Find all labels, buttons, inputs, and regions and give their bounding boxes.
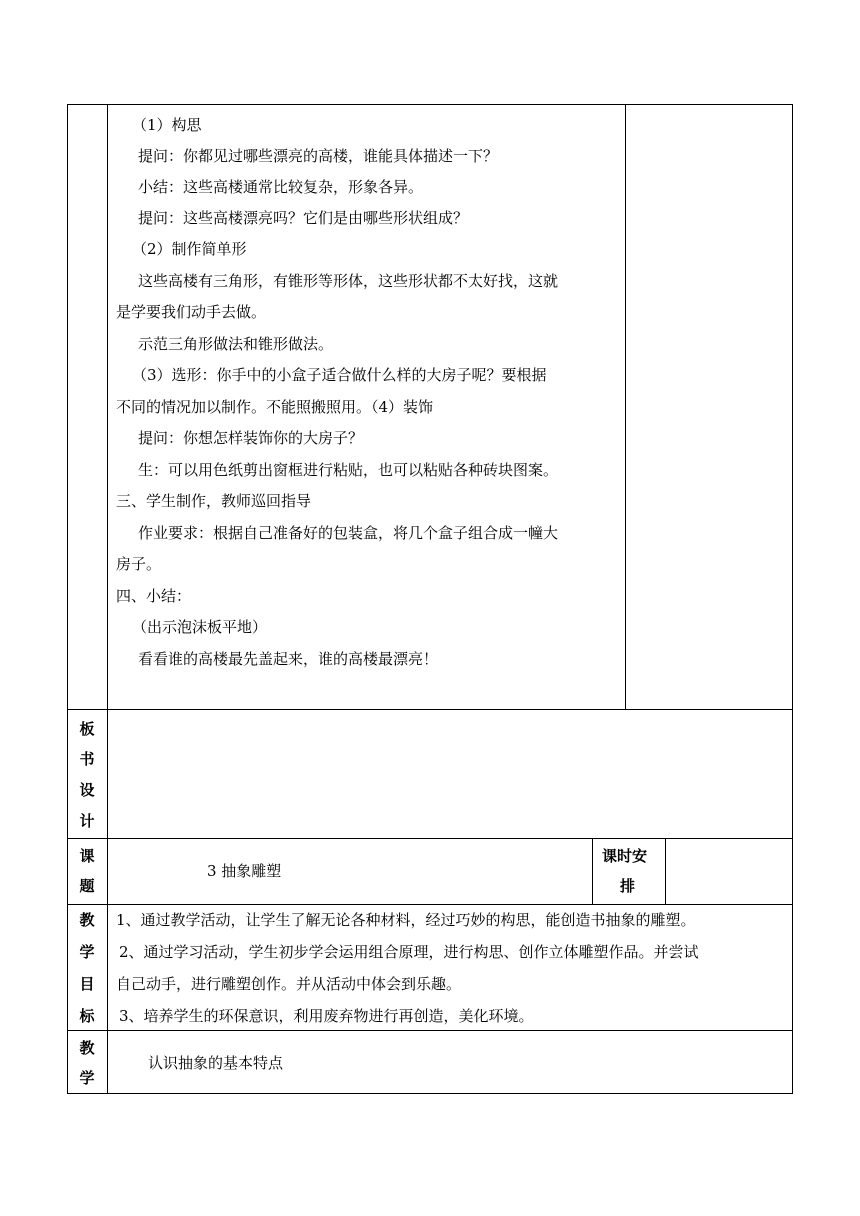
class-hours-label-line: 排 (620, 877, 636, 895)
table-border-top (67, 104, 793, 105)
text-line: （出示泡沫板平地） (132, 618, 268, 636)
row-divider-objectives (67, 904, 793, 905)
text-line: 看看谁的高楼最先盖起来，谁的高楼最漂亮！ (138, 650, 439, 668)
objective-line: 2、通过学习活动，学生初步学会运用组合原理，进行构思、创作立体雕塑作品。并尝试 (119, 943, 699, 961)
class-hours-label-line: 课时安 (602, 847, 648, 865)
objective-line: 3、培养学生的环保意识，利用废弃物进行再创造，美化环境。 (119, 1007, 534, 1025)
text-line: （2）制作简单形 (132, 240, 247, 258)
table-border-right (792, 104, 793, 1094)
label-char: 书 (79, 750, 95, 768)
text-line: 提问：你想怎样装饰你的大房子？ (138, 429, 364, 447)
hours-label-divider-left (592, 838, 593, 905)
text-line: 小结：这些高楼通常比较复杂，形象各异。 (138, 178, 424, 196)
text-line: 提问：你都见过哪些漂亮的高楼，谁能具体描述一下？ (138, 147, 499, 165)
text-line: （1）构思 (132, 116, 202, 134)
label-char: 教 (79, 1039, 95, 1057)
label-char: 板 (79, 720, 95, 738)
label-char: 计 (79, 812, 95, 830)
text-line: 作业要求：根据自己准备好的包装盒，将几个盒子组合成一幢大 (138, 524, 559, 542)
label-char: 标 (79, 1007, 95, 1025)
text-line: 示范三角形做法和锥形做法。 (138, 335, 334, 353)
text-line: 是学要我们动手去做。 (116, 303, 267, 321)
topic-value: 3 抽象雕塑 (207, 862, 282, 880)
text-line: 房子。 (116, 555, 162, 573)
label-char: 学 (79, 1069, 95, 1087)
hours-label-divider-right (665, 838, 666, 905)
label-char: 学 (79, 943, 95, 961)
objective-line: 1、通过教学活动，让学生了解无论各种材料，经过巧妙的构思，能创造书抽象的雕塑。 (116, 911, 696, 929)
text-line: 这些高楼有三角形，有锥形等形体，这些形状都不太好找，这就 (138, 272, 559, 290)
text-line: 生：可以用色纸剪出窗框进行粘贴，也可以粘贴各种砖块图案。 (138, 461, 559, 479)
text-line: 不同的情况加以制作。不能照搬照用。（4）装饰 (116, 398, 434, 416)
notes-column-divider (625, 104, 626, 710)
label-char: 目 (79, 975, 95, 993)
label-char: 教 (79, 911, 95, 929)
label-char: 课 (79, 847, 95, 865)
table-border-left (67, 104, 68, 1094)
key-points-value: 认识抽象的基本特点 (148, 1054, 284, 1072)
row-divider-topic (67, 838, 793, 839)
text-line: 四、小结： (116, 587, 192, 605)
text-line: 三、学生制作，教师巡回指导 (116, 492, 312, 510)
row-divider-board (67, 709, 793, 710)
label-column-divider (107, 104, 108, 1094)
label-char: 设 (79, 781, 95, 799)
objective-line: 自己动手，进行雕塑创作。并从活动中体会到乐趣。 (116, 975, 462, 993)
text-line: 提问：这些高楼漂亮吗？它们是由哪些形状组成？ (138, 209, 469, 227)
row-divider-keypoints (67, 1030, 793, 1031)
label-char: 题 (79, 877, 95, 895)
table-border-bottom (67, 1093, 793, 1094)
text-line: （3）选形：你手中的小盒子适合做什么样的大房子呢？要根据 (132, 366, 547, 384)
